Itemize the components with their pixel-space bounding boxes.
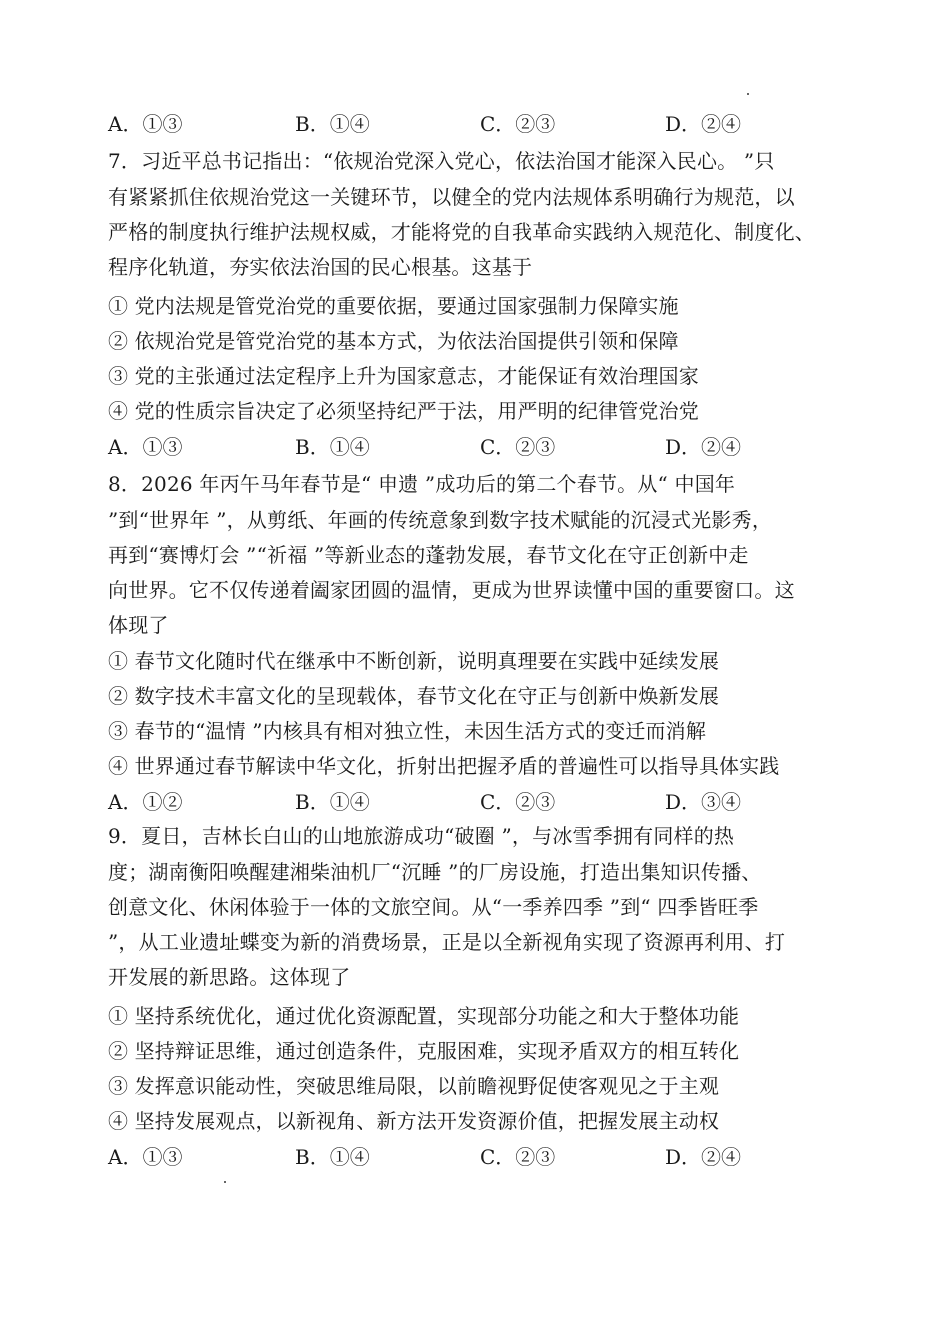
q7-statement-3: ③ 党的主张通过法定程序上升为国家意志，才能保证有效治理国家 <box>108 364 699 388</box>
q9-option-a: A．①③ <box>108 1145 183 1169</box>
q8-stem-line: 8．2026 年丙午马年春节是“ 申遗 ”成功后的第二个春节。从“ 中国年 <box>108 472 736 496</box>
q8-statement-1: ① 春节文化随时代在继承中不断创新，说明真理要在实践中延续发展 <box>108 649 720 673</box>
q7-stem-line: 有紧紧抓住依规治党这一关键环节，以健全的党内法规体系明确行为规范，以 <box>108 185 795 209</box>
option-d: D．②④ <box>665 112 742 136</box>
q8-stem-line: ”到“世界年 ”，从剪纸、年画的传统意象到数字技术赋能的沉浸式光影秀， <box>108 508 773 532</box>
option-c: C．②③ <box>480 112 556 136</box>
q7-stem-line: 7．习近平总书记指出：“依规治党深入党心，依法治国才能深入民心。 ”只 <box>108 149 775 173</box>
q7-stem-line: 严格的制度执行维护法规权威，才能将党的自我革命实践纳入规范化、制度化、 <box>108 220 815 244</box>
q9-statement-4: ④ 坚持发展观点，以新视角、新方法开发资源价值，把握发展主动权 <box>108 1109 720 1133</box>
q8-statement-3: ③ 春节的“温情 ”内核具有相对独立性，未因生活方式的变迁而消解 <box>108 719 706 743</box>
q9-statement-3: ③ 发挥意识能动性，突破思维局限，以前瞻视野促使客观见之于主观 <box>108 1074 720 1098</box>
q8-option-a: A．①② <box>108 790 183 814</box>
scan-speck <box>224 1181 226 1183</box>
q8-option-b: B．①④ <box>295 790 370 814</box>
q7-statement-4: ④ 党的性质宗旨决定了必须坚持纪严于法，用严明的纪律管党治党 <box>108 399 699 423</box>
q8-stem-line: 向世界。它不仅传递着阖家团圆的温情，更成为世界读懂中国的重要窗口。这 <box>108 578 795 602</box>
q8-stem-line: 再到“赛博灯会 ”“祈福 ”等新业态的蓬勃发展，春节文化在守正创新中走 <box>108 543 749 567</box>
q8-option-d: D．③④ <box>665 790 742 814</box>
q7-stem-line: 程序化轨道，夯实依法治国的民心根基。这基于 <box>108 255 533 279</box>
q7-option-b: B．①④ <box>295 435 370 459</box>
q8-statement-2: ② 数字技术丰富文化的呈现载体，春节文化在守正与创新中焕新发展 <box>108 684 720 708</box>
option-b: B．①④ <box>295 112 370 136</box>
q7-option-c: C．②③ <box>480 435 556 459</box>
q9-stem-line: 开发展的新思路。这体现了 <box>108 965 351 989</box>
q7-statement-1: ① 党内法规是管党治党的重要依据，要通过国家强制力保障实施 <box>108 294 679 318</box>
q9-statement-2: ② 坚持辩证思维，通过创造条件，克服困难，实现矛盾双方的相互转化 <box>108 1039 740 1063</box>
q9-option-c: C．②③ <box>480 1145 556 1169</box>
q9-option-d: D．②④ <box>665 1145 742 1169</box>
q8-statement-4: ④ 世界通过春节解读中华文化，折射出把握矛盾的普遍性可以指导具体实践 <box>108 754 780 778</box>
q9-stem-line: 9．夏日，吉林长白山的山地旅游成功“破圈 ”，与冰雪季拥有同样的热 <box>108 824 735 848</box>
q7-option-a: A．①③ <box>108 435 183 459</box>
q9-stem-line: 度；湖南衡阳唤醒建湘柴油机厂“沉睡 ”的厂房设施，打造出集知识传播、 <box>108 860 762 884</box>
q8-stem-line: 体现了 <box>108 613 169 637</box>
q9-statement-1: ① 坚持系统优化，通过优化资源配置，实现部分功能之和大于整体功能 <box>108 1004 740 1028</box>
option-a: A．①③ <box>108 112 183 136</box>
q9-stem-line: ”，从工业遗址蝶变为新的消费场景，正是以全新视角实现了资源再利用、打 <box>108 930 786 954</box>
scan-speck <box>747 93 749 95</box>
q8-option-c: C．②③ <box>480 790 556 814</box>
q7-statement-2: ② 依规治党是管党治党的基本方式，为依法治国提供引领和保障 <box>108 329 679 353</box>
q7-option-d: D．②④ <box>665 435 742 459</box>
q9-stem-line: 创意文化、休闲体验于一体的文旅空间。从“一季养四季 ”到“ 四季皆旺季 <box>108 895 759 919</box>
q9-option-b: B．①④ <box>295 1145 370 1169</box>
